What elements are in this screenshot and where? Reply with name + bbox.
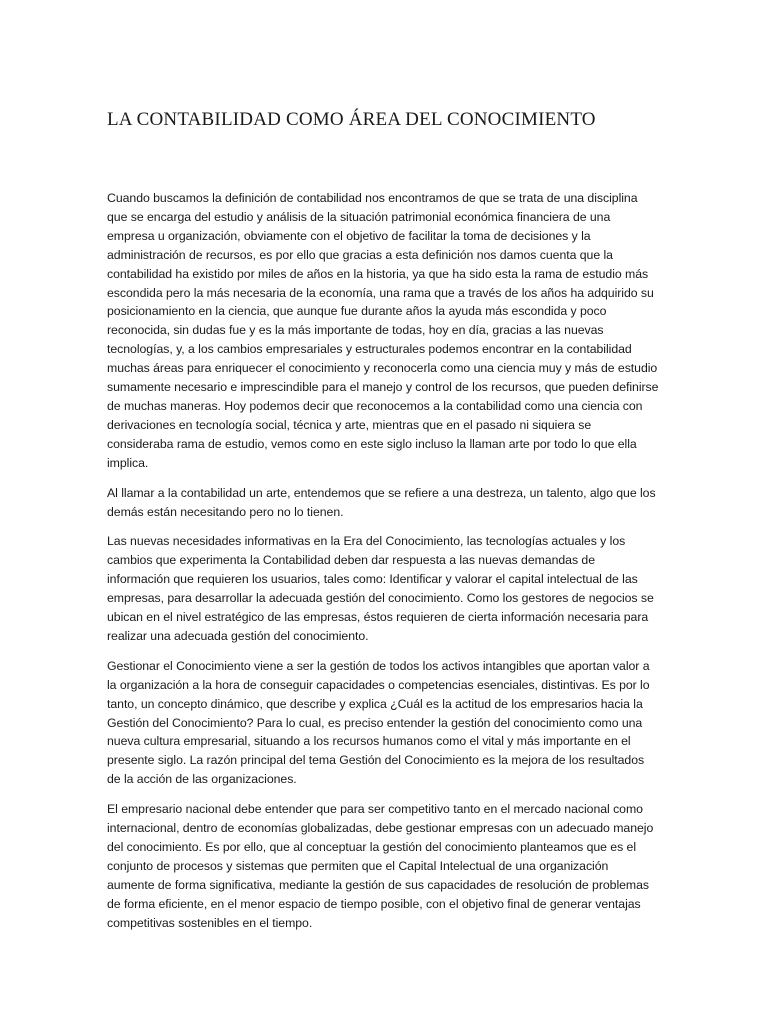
document-body bbox=[107, 189, 659, 944]
paragraph-4: Gestionar el Conocimiento viene a ser la gestión de todos los activos intangibles que aportan valor a la organización a la hora de conseguir capacidades o competencias esenciales, distintivas. Es por lo tanto, un concepto dinámico, que describe y explica ¿Cuál es la actitud de los empresarios hacia la Gestión del Conocimiento? Para lo cual, es preciso entender la gestión del conocimiento como una nueva cultura empresarial, situando a los recursos humanos como el vital y más importante en el presente siglo. La razón principal del tema Gestión del Conocimiento es la mejora de los resultados de la acción de las organizaciones. bbox=[107, 658, 650, 787]
paragraph-2: Al llamar a la contabilidad un arte, entendemos que se refiere a una destreza, un talento, algo que los demás están necesitando pero no lo tienen. bbox=[107, 485, 656, 519]
document-title: LA CONTABILIDAD COMO ÁREA DEL CONOCIMIENTO bbox=[107, 109, 596, 130]
paragraph-5: El empresario nacional debe entender que para ser competitivo tanto en el mercado nacional como internacional, dentro de economías globalizadas, debe gestionar empresas con un adecuado manejo del conocimiento. Es por ello, que al conceptuar la gestión del conocimiento planteamos que es el conjunto de procesos y sistemas que permiten que el Capital Intelectual de una organización aumente de forma significativa, mediante la gestión de sus capacidades de resolución de problemas de forma eficiente, en el menor espacio de tiempo posible, con el objetivo final de generar ventajas competitivas sostenibles en el tiempo. bbox=[107, 802, 654, 930]
paragraph-1: Cuando buscamos la definición de contabilidad nos encontramos de que se trata de una disciplina que se encarga del estudio y análisis de la situación patrimonial económica financiera de una empresa u organización, obviamente con el objetivo de facilitar la toma de decisiones y la administración de recursos, es por ello que gracias a esta definición nos damos cuenta que la contabilidad ha existido por miles de años en la historia, ya que ha sido esta la rama de estudio más escondida pero la más necesaria de la economía, una rama que a través de los años ha adquirido su posicionamiento en la ciencia, que aunque fue durante años la ayuda más escondida y poco reconocida, sin dudas fue y es la más importante de todas, hoy en día, gracias a las nuevas tecnologías, y, a los cambios empresariales y estructurales podemos encontrar en la contabilidad muchas áreas para enriquecer el conocimiento y reconocerla como una ciencia muy y más de estudio sumamente necesario e imprescindible para el manejo y control de los recursos, que pueden definirse de muchas maneras. Hoy podemos decir que reconocemos a la contabilidad como una ciencia con derivaciones en tecnología social, técnica y arte, mientras que en el pasado ni siquiera se consideraba rama de estudio, vemos como en este siglo incluso la llaman arte por todo lo que ella implica. bbox=[107, 191, 659, 470]
paragraph-3: Las nuevas necesidades informativas en la Era del Conocimiento, las tecnologías actuales y los cambios que experimenta la Contabilidad deben dar respuesta a las nuevas demandas de información que requieren los usuarios, tales como: Identificar y valorar el capital intelectual de las empresas, para desarrollar la adecuada gestión del conocimiento. Como los gestores de negocios se ubican en el nivel estratégico de las empresas, éstos requieren de cierta información necesaria para realizar una adecuada gestión del conocimiento. bbox=[107, 534, 654, 643]
